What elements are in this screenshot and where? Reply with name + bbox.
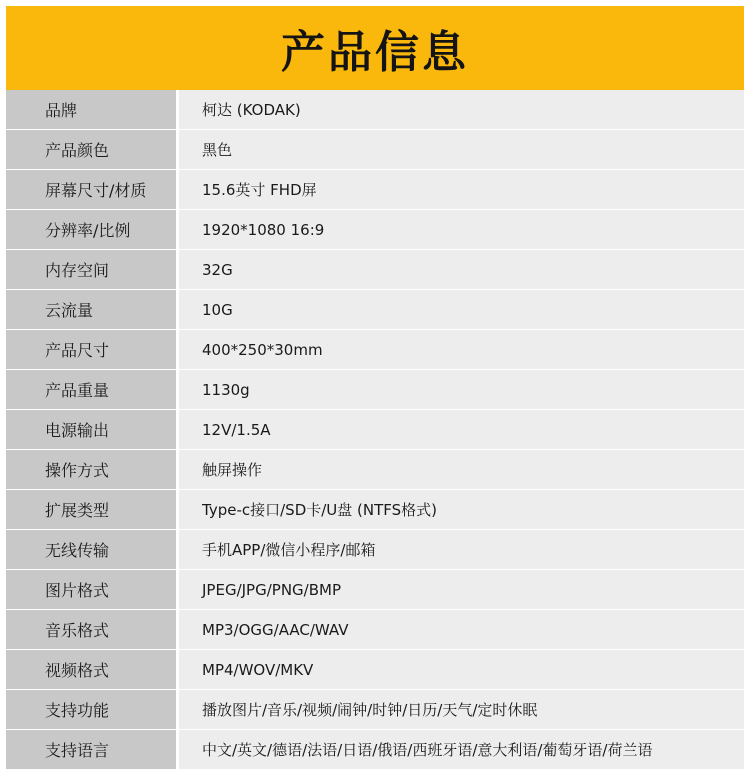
spec-value: 32G — [179, 250, 744, 289]
spec-sheet — [6, 6, 744, 776]
spec-value: 播放图片/音乐/视频/闹钟/时钟/日历/天气/定时休眠 — [179, 690, 744, 729]
spec-label: 图片格式 — [6, 570, 176, 609]
spec-value: JPEG/JPG/PNG/BMP — [179, 570, 744, 609]
spec-label: 音乐格式 — [6, 610, 176, 649]
spec-value: 黑色 — [179, 130, 744, 169]
spec-value: 400*250*30mm — [179, 330, 744, 369]
spec-row — [6, 610, 744, 649]
spec-label: 产品重量 — [6, 370, 176, 409]
spec-label: 支持功能 — [6, 690, 176, 729]
spec-label: 屏幕尺寸/材质 — [6, 170, 176, 209]
spec-value: MP4/WOV/MKV — [179, 650, 744, 689]
spec-row — [6, 730, 744, 769]
spec-row — [6, 210, 744, 249]
spec-value: Type-c接口/SD卡/U盘 (NTFS格式) — [179, 490, 744, 529]
spec-label: 扩展类型 — [6, 490, 176, 529]
spec-value: 触屏操作 — [179, 450, 744, 489]
spec-value: 10G — [179, 290, 744, 329]
spec-value: 1920*1080 16:9 — [179, 210, 744, 249]
spec-row — [6, 130, 744, 169]
spec-label: 品牌 — [6, 90, 176, 129]
spec-label: 无线传输 — [6, 530, 176, 569]
spec-value: 1130g — [179, 370, 744, 409]
spec-row — [6, 370, 744, 409]
spec-label: 产品颜色 — [6, 130, 176, 169]
spec-row — [6, 290, 744, 329]
header-banner — [6, 6, 744, 90]
spec-value: 中文/英文/德语/法语/日语/俄语/西班牙语/意大利语/葡萄牙语/荷兰语 — [179, 730, 744, 769]
page-title: 产品信息 — [281, 27, 469, 78]
spec-label: 内存空间 — [6, 250, 176, 289]
spec-row — [6, 90, 744, 129]
spec-row — [6, 170, 744, 209]
spec-row — [6, 410, 744, 449]
spec-value: 手机APP/微信小程序/邮箱 — [179, 530, 744, 569]
spec-row — [6, 570, 744, 609]
spec-table — [6, 90, 744, 770]
spec-label: 操作方式 — [6, 450, 176, 489]
spec-row — [6, 450, 744, 489]
spec-label: 分辨率/比例 — [6, 210, 176, 249]
spec-label: 视频格式 — [6, 650, 176, 689]
spec-value: 柯达 (KODAK) — [179, 90, 744, 129]
spec-value: 15.6英寸 FHD屏 — [179, 170, 744, 209]
spec-label: 云流量 — [6, 290, 176, 329]
spec-row — [6, 330, 744, 369]
spec-row — [6, 490, 744, 529]
spec-row — [6, 690, 744, 729]
spec-row — [6, 650, 744, 689]
spec-row — [6, 530, 744, 569]
spec-value: 12V/1.5A — [179, 410, 744, 449]
spec-label: 电源输出 — [6, 410, 176, 449]
spec-row — [6, 250, 744, 289]
spec-label: 产品尺寸 — [6, 330, 176, 369]
spec-label: 支持语言 — [6, 730, 176, 769]
spec-value: MP3/OGG/AAC/WAV — [179, 610, 744, 649]
